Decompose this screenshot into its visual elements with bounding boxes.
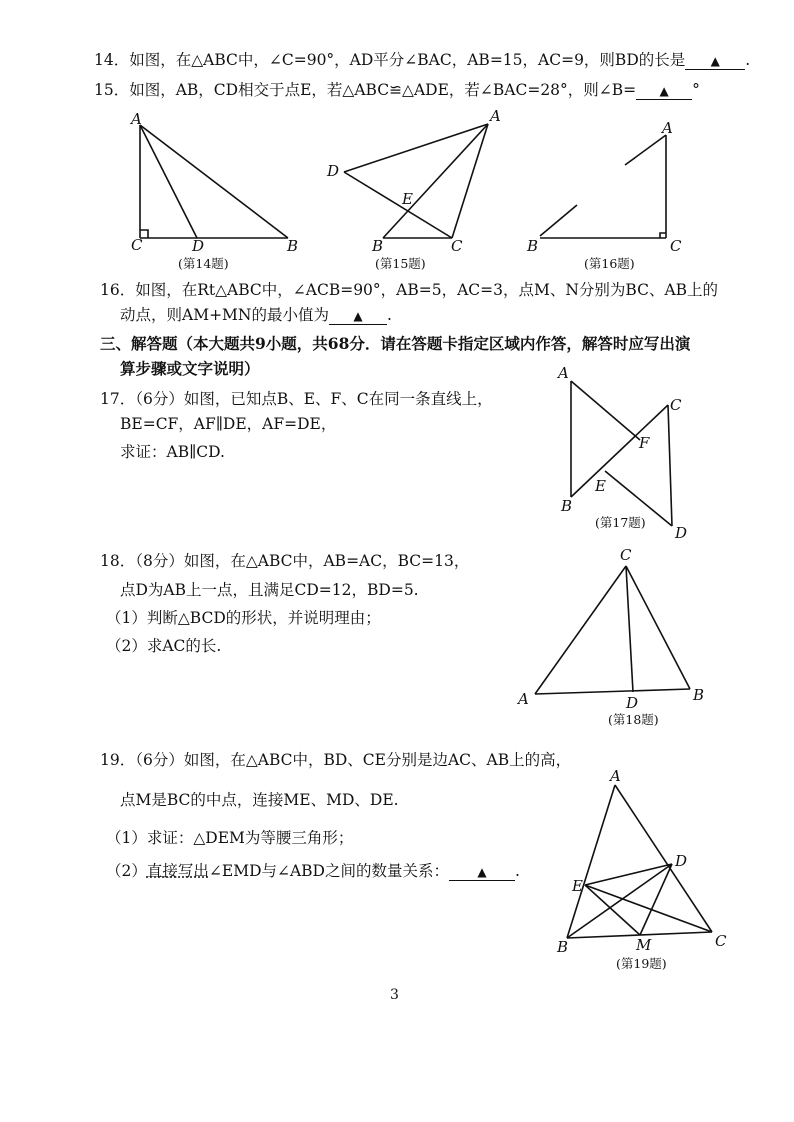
question-16-text-1: 16．如图，在Rt△ABC中，∠ACB=90°，AB=5，AC=3，点M、N分别为BC、AB上的	[100, 281, 719, 299]
fig19-label-C: C	[715, 932, 727, 950]
question-14-text: 14．如图，在△ABC中，∠C=90°，AD平分∠BAC，AB=15，AC=9，则BD的长是	[94, 51, 686, 69]
fig15-label-A: A	[490, 107, 501, 125]
question-19-text-1: 19．（6分）如图，在△ABC中，BD、CE分别是边AC、AB上的高，	[100, 751, 572, 769]
fig15-label-E: E	[402, 190, 413, 208]
fig18-label-D: D	[626, 694, 639, 712]
question-17-text-2: BE=CF，AF∥DE，AF=DE，	[120, 415, 337, 433]
triangle-marker-icon: ▲	[659, 84, 669, 98]
fig15-caption: (第15题)	[375, 256, 426, 271]
question-19-part1-text: （1）求证：△DEM为等腰三角形；	[106, 829, 354, 847]
fig17-label-F: F	[639, 434, 650, 452]
question-19-part2-rest: ∠EMD与∠ABD之间的数量关系：	[208, 862, 449, 880]
section-3-heading-text-2: 算步骤或文字说明）	[120, 359, 260, 378]
question-17-text-1: 17．（6分）如图，已知点B、E、F、C在同一条直线上，	[100, 390, 493, 408]
fig16-label-B: B	[527, 237, 539, 255]
fig15-label-C: C	[451, 237, 463, 255]
question-16-end: .	[387, 306, 392, 324]
question-14-end: .	[745, 51, 751, 69]
question-15-end: °	[692, 81, 700, 99]
fig19-altitude-CE	[585, 885, 712, 932]
fig14-label-D: D	[192, 237, 205, 255]
fig18-label-B: B	[693, 686, 705, 704]
fig16-label-C: C	[670, 237, 682, 255]
fig17-label-D: D	[675, 524, 688, 542]
fig19-label-B: B	[557, 938, 569, 956]
fig14-label-B: B	[287, 237, 299, 255]
fig19-side-AB	[567, 785, 615, 938]
fig19-side-AC	[615, 785, 712, 932]
fig15-label-B: B	[372, 237, 384, 255]
question-19-text-2: 点M是BC的中点，连接ME、MD、DE.	[120, 791, 399, 809]
fig17-label-C: C	[670, 396, 682, 414]
fig19-label-A: A	[610, 767, 621, 785]
fig19-label-E: E	[572, 877, 583, 895]
fig14-label-C: C	[131, 236, 143, 254]
fig19-caption: (第19题)	[616, 956, 667, 971]
triangle-marker-icon: ▲	[710, 54, 720, 68]
fig14-label-A: A	[131, 110, 142, 128]
triangle-marker-icon: ▲	[353, 309, 363, 323]
fig17-label-B: B	[561, 497, 573, 515]
question-19-emphasis: 直接写出	[146, 862, 209, 880]
fig17-label-E: E	[595, 477, 606, 495]
question-18-text-2: 点D为AB上一点，且满足CD=12，BD=5.	[120, 581, 419, 599]
fig14-caption: (第14题)	[178, 256, 229, 271]
fig17-caption: (第17题)	[595, 515, 646, 530]
section-3-heading-text-1: 三、解答题（本大题共9小题，共68分．请在答题卡指定区域内作答，解答时应写出演	[100, 334, 691, 353]
question-18-part1-text: （1）判断△BCD的形状，并说明理由；	[106, 609, 381, 627]
fig16-label-A: A	[662, 119, 673, 137]
fig17-label-A: A	[558, 364, 569, 382]
question-18-text-1: 18．（8分）如图，在△ABC中，AB=AC，BC=13，	[100, 552, 470, 570]
fig19-segment-DE	[585, 864, 672, 885]
question-17-text-3: 求证：AB∥CD.	[120, 443, 225, 461]
page-number: 3	[390, 987, 399, 1003]
fig19-altitude-BD	[567, 864, 672, 938]
fig18-label-C: C	[620, 546, 632, 564]
question-19-part2-prefix: （2）	[106, 862, 147, 880]
question-15-text: 15．如图，AB，CD相交于点E，若△ABC≌△ADE，若∠BAC=28°，则∠B=	[94, 81, 637, 99]
fig18-label-A: A	[518, 690, 529, 708]
fig15-label-D: D	[327, 162, 340, 180]
question-19-end: .	[515, 862, 520, 880]
fig18-caption: (第18题)	[608, 712, 659, 727]
question-18-part2-text: （2）求AC的长.	[106, 637, 222, 655]
question-16-text-2: 动点，则AM+MN的最小值为	[120, 306, 329, 324]
triangle-marker-icon: ▲	[477, 865, 487, 879]
fig16-caption: (第16题)	[584, 256, 635, 271]
fig19-label-M: M	[636, 936, 652, 954]
fig19-label-D: D	[675, 852, 688, 870]
